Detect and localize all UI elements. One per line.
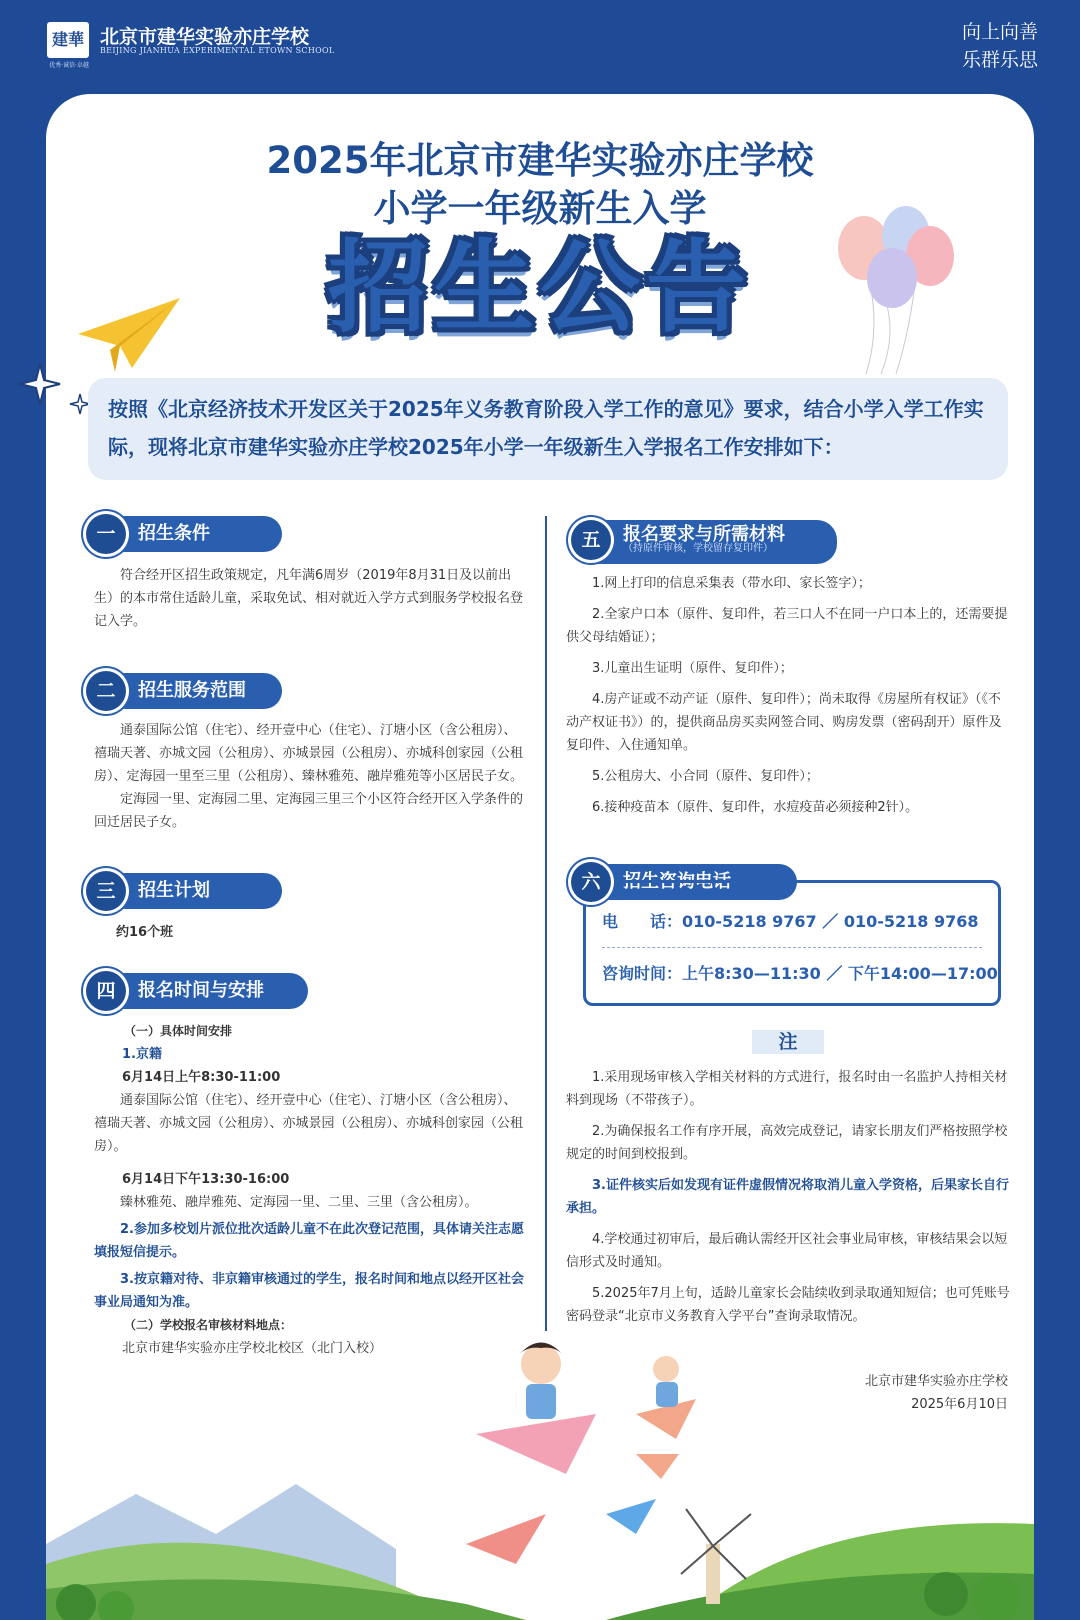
section-header-4 (86, 971, 308, 1011)
enrollment-plan: 约16个班 (116, 925, 174, 940)
material-item: 3.儿童出生证明（原件、复印件）； (592, 661, 793, 676)
school-motto (960, 18, 1040, 74)
phone-numbers: 010-5218 9767 ／ 010-5218 9768 (682, 912, 979, 931)
local-residents-heading: 1.京籍 (122, 1047, 162, 1062)
lottery-notice: 2.参加多校划片派位批次适龄儿童不在此次登记范围，具体请关注志愿填报短信提示。 (94, 1222, 524, 1260)
sparkle-icon (18, 362, 98, 422)
note-item: 5.2025年7月上旬，适龄儿童家长会陆续收到录取通知短信；也可凭账号密码登录“北京市义务教育入学平台”查询录取情况。 (566, 1286, 1010, 1324)
section-number: 二 (86, 671, 126, 711)
section-number: 三 (86, 871, 126, 911)
section-number: 五 (571, 520, 611, 560)
motto-line-2: 乐群乐思 (961, 49, 1038, 71)
section-title: 招生计划 (106, 873, 282, 909)
header-bar (0, 0, 1080, 95)
hours-label: 咨询时间： (602, 964, 683, 983)
signature-date: 2025年6月10日 (911, 1397, 1008, 1412)
phone-label: 电 话： (602, 912, 683, 931)
title-line-2: 小学一年级新生入学 (373, 187, 707, 230)
eligibility-text: 符合经开区招生政策规定，凡年满6周岁（2019年8月31日及以前出生）的本市常住适龄儿童，采取免试、相对就近入学方式到服务学校报名登记入学。 (94, 568, 524, 629)
morning-time: 6月14日上午8:30-11:00 (122, 1070, 281, 1085)
school-logo: 建華 (47, 22, 89, 58)
section-title: 招生服务范围 (106, 673, 282, 709)
relocation-text: 定海园一里、定海园二里、定海园三里三个小区符合经开区入学条件的回迁居民子女。 (94, 792, 524, 830)
material-item: 6.接种疫苗本（原件、复印件，水痘疫苗必须接种2针）。 (592, 800, 919, 815)
afternoon-time: 6月14日下午13:30-16:00 (122, 1172, 290, 1187)
section-header-1 (86, 514, 282, 554)
signature-org: 北京市建华实验亦庄学校 (864, 1374, 1008, 1389)
section-number: 六 (571, 862, 611, 902)
section-title: 招生咨询电话 (591, 864, 797, 900)
section-subtitle: （持原件审核，学校留存复印件） (623, 543, 773, 554)
note-item: 2.为确保报名工作有序开展，高效完成登记，请家长朋友们严格按照学校规定的时间到校报到。 (566, 1124, 1008, 1162)
note-item-warning: 3.证件核实后如发现有证件虚假情况将取消儿童入学资格，后果家长自行承担。 (566, 1178, 1009, 1216)
morning-areas: 通泰国际公馆（住宅）、经开壹中心（住宅）、汀塘小区（含公租房）、禧瑞天著、亦城文园（公租房）、亦城景园（公租房）、亦城科创家园（公租房）。 (94, 1093, 524, 1154)
title-line-1: 2025年北京市建华实验亦庄学校 (266, 139, 814, 182)
material-item: 2.全家户口本（原件、复印件，若三口人不在同一户口本上的，还需要提供父母结婚证）； (566, 607, 1008, 645)
section-header-5 (571, 518, 837, 562)
section-title (591, 520, 837, 564)
location-subheading: （二）学校报名审核材料地点： (124, 1318, 293, 1332)
section-5-body (566, 572, 1012, 819)
section-title-text: 报名要求与所需材料 (623, 524, 785, 545)
column-divider (545, 516, 547, 1331)
phone-row (602, 909, 979, 932)
note-item: 1.采用现场审核入学相关材料的方式进行，报名时由一名监护人持相关材料到现场（不带孩子）。 (566, 1070, 1008, 1108)
contact-divider (602, 947, 982, 948)
material-item: 1.网上打印的信息采集表（带水印、家长签字）； (592, 576, 871, 591)
section-number: 四 (86, 971, 126, 1011)
logo-motto: 优秀·诚信·卓越 (49, 62, 89, 69)
section-title: 招生条件 (106, 516, 282, 552)
section-1-body (94, 564, 524, 633)
motto-line-1: 向上向善 (961, 21, 1038, 43)
intro-paragraph: 按照《北京经济技术开发区关于2025年义务教育阶段入学工作的意见》要求，结合小学入学工作实际，现将北京市建华实验亦庄学校2025年小学一年级新生入学报名工作安排如下： (88, 378, 1008, 480)
section-header-2 (86, 671, 282, 711)
note-item: 4.学校通过初审后，最后确认需经开区社会事业局审核，审核结果会以短信形式及时通知。 (566, 1232, 1008, 1270)
school-name-en: BEIJING JIANHUA EXPERIMENTAL ETOWN SCHOOL (100, 46, 335, 55)
consult-hours: 上午8:30—11:30 ／ 下午14:00—17:00 (682, 964, 998, 983)
notes-title: 注 (752, 1030, 824, 1054)
registration-location: 北京市建华实验亦庄学校北校区（北门入校） (122, 1341, 383, 1356)
section-header-3 (86, 871, 282, 911)
material-item: 4.房产证或不动产证（原件、复印件）；尚未取得《房屋所有权证》（《不动产权证书》）的，提供商品房买卖网签合同、购房发票（密码刮开）原件及复印件、入住通知单。 (566, 692, 1002, 753)
school-name-cn: 北京市建华实验亦庄学校 (100, 26, 310, 48)
non-local-notice: 3.按京籍对待、非京籍审核通过的学生，报名时间和地点以经开区社会事业局通知为准。 (94, 1272, 524, 1310)
section-title: 报名时间与安排 (106, 973, 308, 1009)
schedule-subheading: （一）具体时间安排 (124, 1024, 233, 1038)
section-4-body (94, 1020, 524, 1360)
notes-body (566, 1066, 1012, 1328)
service-area-text: 通泰国际公馆（住宅）、经开壹中心（住宅）、汀塘小区（含公租房）、禧瑞天著、亦城文园（公租房）、亦城景园（公租房）、亦城科创家园（公租房）、定海园一里至三里（公租房）、臻林雅苑、融岸雅苑等小区居民子女。 (94, 723, 524, 784)
section-number: 一 (86, 514, 126, 554)
main-title: 招生公告 (328, 229, 752, 346)
contact-box (583, 880, 1001, 1006)
hours-row (602, 961, 998, 984)
afternoon-areas: 臻林雅苑、融岸雅苑、定海园一里、二里、三里（含公租房）。 (120, 1195, 478, 1210)
signature (865, 1370, 1008, 1416)
material-item: 5.公租房大、小合同（原件、复印件）； (592, 769, 819, 784)
section-2-body (94, 719, 524, 834)
